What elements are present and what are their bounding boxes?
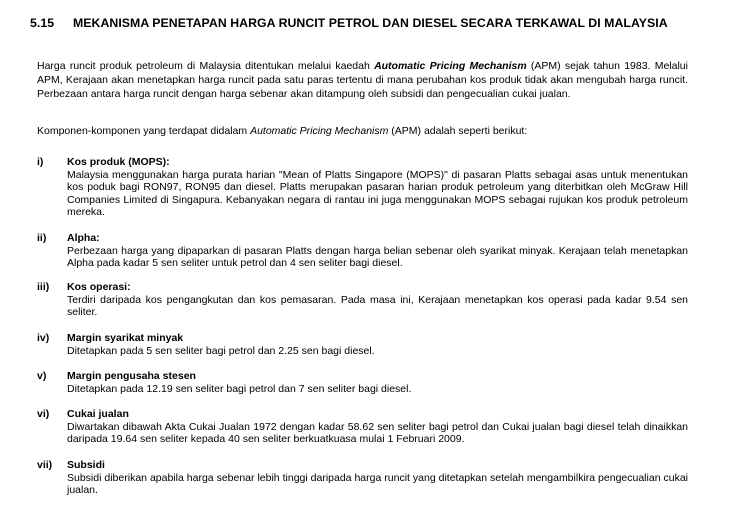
item-body: Perbezaan harga yang dipaparkan di pasaran Platts dengan harga belian sebenar oleh syarikat minyak. Kerajaan telah menetapkan Alpha pada kadar 5 sen seliter untuk petrol dan 4 sen seliter bagi diesel.	[67, 244, 688, 269]
item-body: Subsidi diberikan apabila harga sebenar lebih tinggi daripada harga runcit yang ditetapkan setelah mengambilkira pengecualian cukai jualan.	[67, 471, 688, 496]
item-title: Margin pengusaha stesen	[67, 370, 196, 382]
components-text-a: Komponen-komponen yang terdapat didalam	[37, 125, 251, 137]
item-title: Margin syarikat minyak	[67, 332, 184, 344]
item-marker: ii)	[37, 232, 47, 244]
item-marker: iv)	[37, 332, 50, 344]
apm-term: Automatic Pricing Mechanism	[374, 60, 527, 72]
item-body: Diwartakan dibawah Akta Cukai Jualan 1972 dengan kadar 58.62 sen seliter bagi petrol dan Cukai jualan bagi diesel telah dinaikkan daripada 19.64 sen seliter kepada 40 sen seliter berkuatkuasa mulai 1 Februari 2009.	[67, 420, 688, 445]
item-marker: iii)	[37, 281, 50, 293]
apm-term-italic: Automatic Pricing Mechanism	[250, 125, 389, 137]
section-number: 5.15	[30, 16, 55, 30]
item-body: Terdiri daripada kos pengangkutan dan kos pemasaran. Pada masa ini, Kerajaan menetapkan kos operasi pada kadar 9.54 sen seliter.	[67, 293, 688, 318]
item-body: Ditetapkan pada 5 sen seliter bagi petrol dan 2.25 sen bagi diesel.	[67, 344, 375, 357]
item-title: Alpha:	[67, 232, 100, 244]
intro-text-b: (APM) sejak tahun 1983. Melalui APM, Kerajaan akan menetapkan harga runcit pada satu paras tertentu di mana perubahan kos produk tidak akan mengubah harga runcit. Perbezaan antara harga runcit dengan harga sebenar akan ditampung oleh subsidi dan pengecualian cukai jualan.	[37, 60, 688, 100]
list-item-kos-produk	[37, 156, 688, 219]
item-title: Cukai jualan	[67, 408, 129, 420]
item-body: Ditetapkan pada 12.19 sen seliter bagi petrol dan 7 sen seliter bagi diesel.	[67, 382, 412, 395]
list-item-subsidi	[37, 459, 688, 497]
item-marker: i)	[37, 156, 44, 168]
item-title: Subsidi	[67, 459, 105, 471]
list-item-margin-syarikat	[37, 332, 688, 357]
list-item-kos-operasi	[37, 281, 688, 319]
item-title: Kos produk (MOPS):	[67, 156, 170, 168]
components-intro	[37, 124, 688, 138]
section-title: MEKANISMA PENETAPAN HARGA RUNCIT PETROL DAN DIESEL SECARA TERKAWAL DI MALAYSIA	[73, 16, 668, 30]
section-heading	[30, 16, 668, 30]
item-title: Kos operasi:	[67, 281, 131, 293]
list-item-cukai-jualan	[37, 408, 688, 446]
list-item-margin-stesen	[37, 370, 688, 395]
item-body: Malaysia menggunakan harga purata harian "Mean of Platts Singapore (MOPS)" di pasaran Platts sebagai asas untuk menentukan kos poduk bagi RON97, RON95 dan diesel. Platts merupakan pasaran harian produk petroleum yang diterbitkan oleh McGraw Hill Companies Limited di Singapura. Kebanyakan negara di rantau ini juga menggunakan MOPS sebagai rujukan kos produk petroleum mereka.	[67, 168, 688, 218]
intro-text-a: Harga runcit produk petroleum di Malaysia ditentukan melalui kaedah	[37, 60, 375, 72]
intro-paragraph	[37, 59, 688, 101]
item-marker: vi)	[37, 408, 50, 420]
list-item-alpha	[37, 232, 688, 270]
components-text-b: (APM) adalah seperti berikut:	[388, 125, 528, 137]
item-marker: vii)	[37, 459, 53, 471]
item-marker: v)	[37, 370, 47, 382]
